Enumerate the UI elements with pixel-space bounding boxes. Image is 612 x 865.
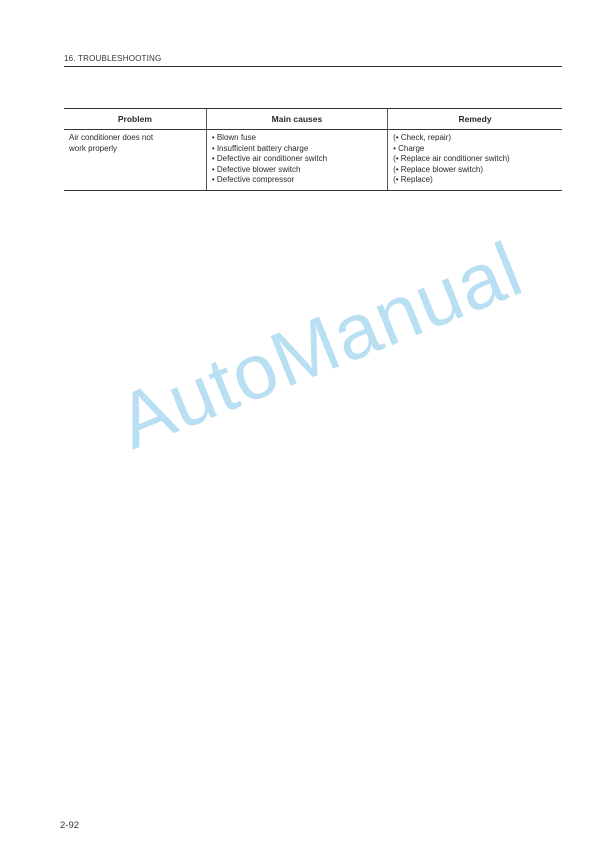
table-row (64, 130, 562, 191)
cause-item: • Blown fuse (211, 133, 256, 142)
problem-line: work properly (69, 143, 118, 153)
section-title: 16. TROUBLESHOOTING (64, 54, 162, 63)
problem-line: Air conditioner does not (69, 133, 154, 142)
cause-item: • Insufficient battery charge (211, 143, 309, 153)
remedy-item: (• Replace blower switch) (393, 164, 484, 174)
remedy-item: (• Replace) (393, 175, 433, 184)
column-header-main-causes: Main causes (206, 109, 387, 130)
cause-item: • Defective blower switch (211, 164, 301, 174)
page-number: 2-92 (60, 820, 80, 831)
main-causes-cell (206, 130, 387, 191)
cause-item: • Defective compressor (211, 175, 295, 184)
remedy-cell (388, 130, 562, 191)
column-header-remedy: Remedy (388, 109, 562, 130)
section-header (64, 52, 562, 67)
problem-cell (64, 130, 206, 191)
remedy-item: (• Replace air conditioner switch) (393, 154, 510, 163)
watermark: AutoManual (105, 224, 534, 466)
cause-item: • Defective air conditioner switch (211, 154, 328, 163)
troubleshooting-table (64, 108, 562, 191)
remedy-item: (• Check, repair) (393, 133, 452, 142)
table-header-row (64, 109, 562, 130)
remedy-item: • Charge (393, 143, 425, 153)
column-header-problem: Problem (64, 109, 206, 130)
